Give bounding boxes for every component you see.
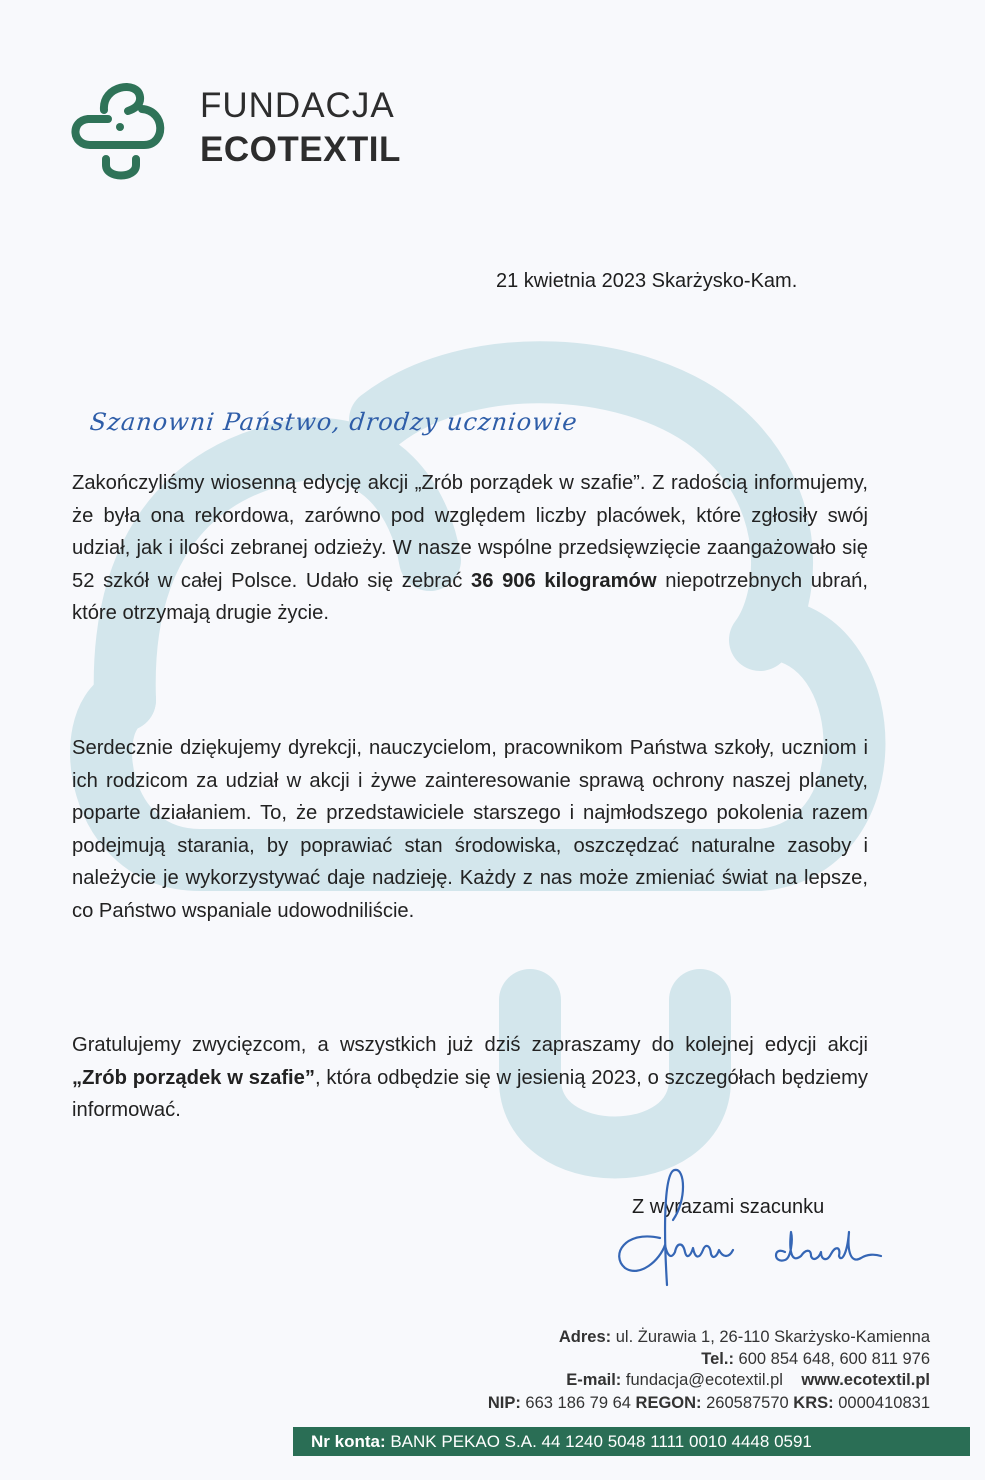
p1-text-end: niepotrzebnych ubrań, które otrzymają drugie życie. bbox=[72, 569, 869, 624]
krs-label: KRS: bbox=[793, 1394, 834, 1412]
regon-label: REGON: bbox=[635, 1394, 702, 1412]
signature-image bbox=[605, 1160, 905, 1290]
footer-registry bbox=[488, 1393, 930, 1414]
p3-text: Gratulujemy zwycięzcom, a wszystkich już dziś zapraszamy do kolejnej edycji akcji bbox=[72, 1034, 868, 1056]
email-value[interactable]: fundacja@ecotextil.pl bbox=[621, 1371, 783, 1389]
footer-address bbox=[559, 1327, 930, 1348]
address-label: Adres: bbox=[558, 1328, 612, 1346]
p1-text: Zakończyliśmy wiosenną edycję akcji „Zrób porządek w szafie”. Z radością informujemy, że była ona rekordowa, zarówno pod względem liczby placówek, które zgłosiły swój udział, jak i ilości zebranej odzieży. W nasze wspólne przedsięwzięcie zaangażowało się 52 szkół w całej Polsce. Udało się zebrać bbox=[72, 472, 868, 592]
account-value: BANK PEKAO S.A. 44 1240 5048 1111 0010 4448 0591 bbox=[385, 1432, 812, 1451]
closing-text: Z wyrazami szacunku bbox=[632, 1196, 825, 1218]
account-label: Nr konta: bbox=[311, 1432, 386, 1451]
cloud-hanger-logo-icon bbox=[68, 75, 168, 185]
p3-text-end: , która odbędzie się w jesienią 2023, o szczegółach będziemy informować. bbox=[72, 1066, 868, 1121]
address-value: ul. Żurawia 1, 26-110 Skarżysko-Kamienna bbox=[611, 1328, 930, 1346]
website-link[interactable]: www.ecotextil.pl bbox=[801, 1371, 930, 1389]
email-label: E-mail: bbox=[566, 1371, 622, 1389]
paragraph-1 bbox=[72, 467, 868, 630]
tel-value: 600 854 648, 600 811 976 bbox=[733, 1350, 930, 1368]
footer-email bbox=[566, 1370, 930, 1391]
tel-label: Tel.: bbox=[701, 1350, 734, 1368]
bank-account-bar bbox=[293, 1427, 970, 1456]
paragraph-2: Serdecznie dziękujemy dyrekcji, nauczycielom, pracownikom Państwa szkoły, uczniom i ich rodzicom za udział w akcji i żywe zainteresowanie sprawą ochrony naszej planety, poparte działaniem. To, że przedstawiciele starszego i najmłodszego pokolenia razem podejmują starania, by poprawiać stan środowiska, oszczędzać naturalne zasoby i należycie je wykorzystywać daje nadzieję. Każdy z nas może zmieniać świat na lepsze, co Państwo wspaniale udowodniliście. bbox=[72, 737, 868, 922]
krs-value: 0000410831 bbox=[833, 1394, 930, 1412]
logo-text-fundacja: FUNDACJA bbox=[200, 86, 395, 125]
p1-bold-amount: 36 906 kilogramów bbox=[470, 569, 657, 592]
regon-value: 260587570 bbox=[701, 1394, 794, 1412]
p3-bold-campaign: „Zrób porządek w szafie” bbox=[72, 1066, 315, 1089]
footer-phone bbox=[701, 1349, 930, 1370]
paragraph-3 bbox=[72, 1029, 868, 1127]
nip-value: 663 186 79 64 bbox=[520, 1394, 636, 1412]
date-place: 21 kwietnia 2023 Skarżysko-Kam. bbox=[496, 270, 798, 292]
nip-label: NIP: bbox=[487, 1394, 521, 1412]
logo-text-ecotextil: ECOTEXTIL bbox=[200, 130, 401, 169]
handwritten-greeting: Szanowni Państwo, drodzy uczniowie bbox=[88, 408, 580, 436]
